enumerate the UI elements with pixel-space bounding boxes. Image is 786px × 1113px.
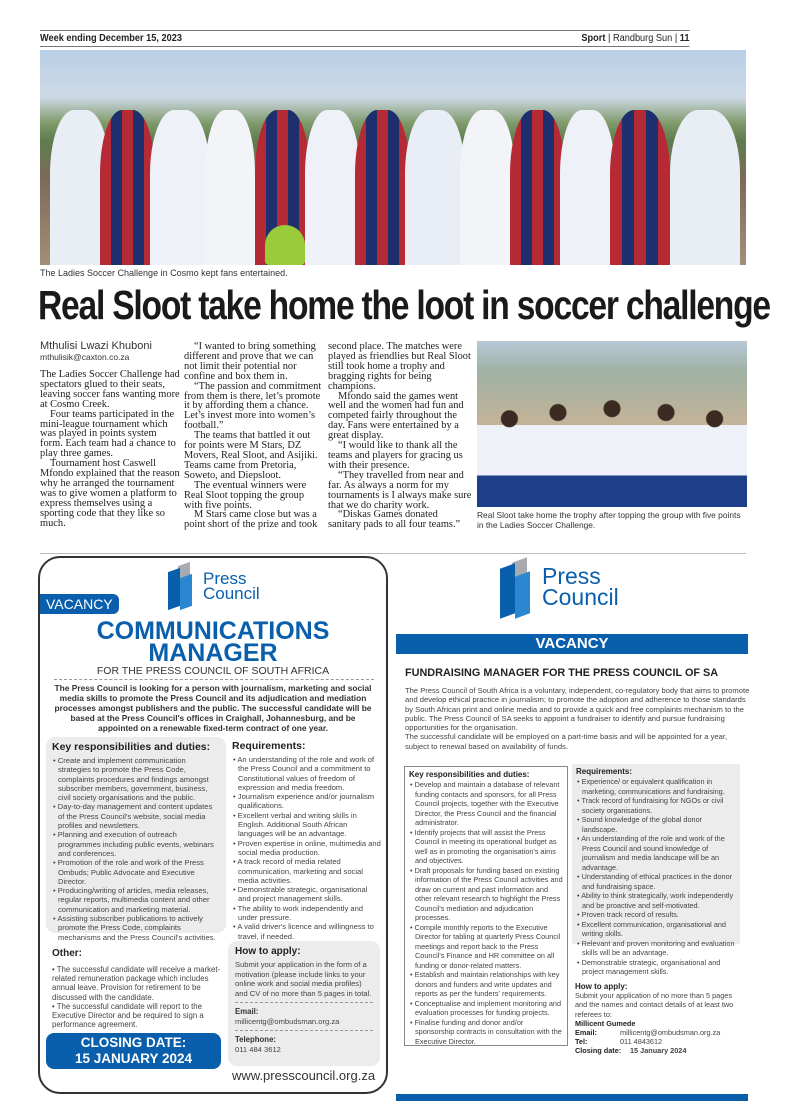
tel-number: 011 4843612 bbox=[620, 1037, 663, 1047]
closing-date-banner bbox=[46, 1033, 221, 1069]
list-item: • Develop and maintain a database of relevant funding contacts and sponsors, for all Press Council projects, together with the Executive Director, the Press Council and the financial administrator. bbox=[409, 780, 563, 828]
list-item: • Proven track record of results. bbox=[576, 910, 736, 920]
other-title: Other: bbox=[52, 948, 82, 959]
closing-date-value: 15 JANUARY 2024 bbox=[74, 1051, 193, 1066]
closing-date-label: CLOSING DATE: bbox=[80, 1035, 187, 1050]
paragraph: “The passion and commitment from them is there, let’s promote it by affording them a chance. Let’s invest more into women’s football.” bbox=[184, 380, 322, 432]
tel-label: Tel: bbox=[575, 1037, 588, 1047]
list-item: • Conceptualise and implement monitoring and evaluation processes for funding projects. bbox=[409, 999, 563, 1018]
how-to-apply-box bbox=[228, 941, 380, 1066]
list-item: • An understanding of the role and work of the Press Council and sound knowledge of journalism and media landscape will be an advantage. bbox=[576, 834, 736, 872]
list-item: • Demonstrable strategic, organisational and project management skills. bbox=[232, 885, 382, 904]
dotted-divider bbox=[54, 679, 374, 680]
vacancy-tag: VACANCY bbox=[40, 594, 119, 614]
paragraph: “Diskas Games donated sanitary pads to all four teams.” bbox=[328, 509, 461, 531]
main-photo bbox=[40, 50, 746, 265]
logo-text-press: Press bbox=[203, 569, 247, 588]
key-responsibilities-title: Key responsibilities and duties: bbox=[409, 770, 530, 779]
press-council-logo-icon bbox=[166, 562, 200, 610]
article-column-3 bbox=[328, 342, 473, 530]
side-photo-caption: Real Sloot take home the trophy after topping the group with five points in the Ladies Soccer Challenge. bbox=[477, 510, 741, 530]
list-item: • Draft proposals for funding based on existing information of the Press Council activities and draw on current and past information and other relevant research to highlight the Press Council's mediation and adjudication processes. bbox=[409, 866, 563, 923]
how-to-apply-title: How to apply: bbox=[575, 982, 628, 991]
how-to-apply-title: How to apply: bbox=[235, 946, 301, 957]
list-item: • Establish and maintain relationships with key donors and funders and write updates and reports as per the funders' requirements. bbox=[409, 970, 563, 999]
list-item: • A track record of media related communication, marketing and social media activities. bbox=[232, 857, 382, 885]
job-title-line-2: MANAGER bbox=[148, 639, 278, 667]
closing-date-label: Closing date: bbox=[575, 1046, 622, 1056]
paragraph: “They travelled from near and far. As always a norm for my tournaments is I always make sure that we do charity work. bbox=[328, 469, 472, 511]
list-item: • Create and implement communication strategies to promote the Press Code, complaints procedures and findings amongst subscriber members, government, business, civil society organisations and the public. bbox=[52, 756, 220, 802]
job-title bbox=[40, 617, 386, 667]
job-intro bbox=[405, 686, 750, 751]
vacancy-banner: VACANCY bbox=[396, 634, 748, 654]
how-to-apply-section bbox=[575, 982, 745, 1056]
telephone-number: 011 484 3612 bbox=[235, 1044, 281, 1054]
article-column-2 bbox=[184, 342, 324, 530]
intro-paragraph: The successful candidate will be employed on a part-time basis and will be appointed for a year, subject to renewal based on availability of funds. bbox=[405, 732, 728, 751]
page-header bbox=[40, 30, 690, 47]
dotted-divider bbox=[235, 1030, 373, 1031]
requirements-box bbox=[232, 740, 382, 941]
closing-date-value: 15 January 2024 bbox=[630, 1046, 687, 1056]
press-council-logo-icon bbox=[497, 556, 539, 618]
paragraph: Mfondo said the games went well and the women had fun and competed fairly throughout the day. Fans were entertained by a great display. bbox=[328, 390, 464, 442]
article-author: Mthulisi Lwazi Khuboni bbox=[40, 340, 152, 352]
paragraph: second place. The matches were played as friendlies but Real Sloot still took home a trophy and bragging rights for being champions. bbox=[328, 341, 471, 392]
section-name: Sport bbox=[581, 33, 606, 44]
list-item: • Promotion of the role and work of the Press Ombuds; Public Advocate and Executive Director. bbox=[52, 858, 220, 886]
divider bbox=[40, 553, 746, 554]
issue-date: Week ending December 15, 2023 bbox=[40, 33, 182, 44]
list-item: • Day-to-day management and content updates of the Press Council's website, social media profiles and newsletters. bbox=[52, 802, 220, 830]
list-item: • Planning and execution of outreach programmes including public events, webinars and conferences. bbox=[52, 830, 220, 858]
key-responsibilities-title: Key responsibilities and duties: bbox=[52, 741, 211, 753]
paragraph: The Ladies Soccer Challenge had spectators glued to their seats, leaving soccer fans wanting more at Cosmo Creek. bbox=[40, 369, 180, 410]
list-item: • The ability to work independently and under pressure. bbox=[232, 904, 382, 923]
logo-text-press: Press bbox=[542, 563, 601, 589]
list-item: • Assisting subscriber publications to actively promote the Press Code, complaints mechanisms and the Press Council's activities. bbox=[52, 914, 220, 942]
article-column-1 bbox=[40, 370, 180, 529]
list-item: • Track record of fundraising for NGOs or civil society organisations. bbox=[576, 796, 736, 815]
other-section bbox=[52, 948, 227, 1029]
list-item: • Ability to think strategically, work independently and be proactive and self-motivated. bbox=[576, 891, 736, 910]
press-council-logo bbox=[166, 562, 260, 610]
logo-text-council: Council bbox=[203, 584, 260, 603]
other-item: • The successful candidate will receive a market-related remuneration package which includes annual leave. Provision for retirement to be discussed with the candidate. bbox=[52, 965, 221, 1002]
email-label: Email: bbox=[575, 1028, 597, 1038]
website-link[interactable]: www.presscouncil.org.za bbox=[232, 1068, 376, 1083]
email-address[interactable]: millicentg@ombudsman.org.za bbox=[235, 1016, 340, 1026]
how-to-apply-text: Submit your application of no more than 5 pages and the names and contact details of at least two referees to: bbox=[575, 991, 734, 1019]
list-item: • Proven expertise in online, multimedia and social media production. bbox=[232, 839, 382, 858]
list-item: • Identify projects that will assist the Press Council in meeting its operational budget as well as in promoting the organisation's aims and objectives. bbox=[409, 828, 563, 866]
job-title: FUNDRAISING MANAGER FOR THE PRESS COUNCIL OF SA bbox=[405, 667, 719, 679]
list-item: • Demonstrable strategic, organisational and project management skills. bbox=[576, 958, 736, 977]
logo-text-council: Council bbox=[542, 584, 619, 610]
dotted-divider bbox=[235, 1002, 373, 1003]
list-item: • Finalise funding and donor and/or sponsorship contracts in consultation with the Executive Director. bbox=[409, 1018, 563, 1047]
list-item: • Journalism experience and/or journalism qualifications. bbox=[232, 792, 382, 811]
paragraph: “I would like to thank all the teams and players for gracing us with their presence. bbox=[328, 440, 463, 471]
publication-name: Randburg Sun bbox=[612, 33, 673, 44]
telephone-label: Telephone: bbox=[235, 1035, 277, 1044]
key-responsibilities-box bbox=[404, 766, 568, 1046]
email-address[interactable]: millicentg@ombudsman.org.za bbox=[620, 1028, 721, 1038]
requirements-title: Requirements: bbox=[232, 740, 306, 752]
author-email[interactable]: mthulisik@caxton.co.za bbox=[40, 352, 130, 362]
page-number: 11 bbox=[679, 33, 690, 44]
paragraph: The eventual winners were Real Sloot topping the group with five points. bbox=[184, 479, 307, 511]
requirements-title: Requirements: bbox=[576, 767, 633, 776]
paragraph: The teams that battled it out for points were M Stars, DZ Movers, Real Sloot, and Asijiki. Teams came from Pretoria, Soweto, and Diepsloot. bbox=[184, 430, 318, 481]
job-intro: The Press Council is looking for a person with journalism, marketing and social media skills to promote the Press Council and its adjudication and mediation processes amongst publishers and the public. The successful candidate will be based at the Press Council's offices in Craighall, Johannesburg, and be appointed on a renewable fixed-term contract of one year. bbox=[54, 683, 372, 733]
section-info: Sport | Randburg Sun | 11 bbox=[581, 33, 690, 44]
press-council-logo bbox=[497, 556, 619, 618]
list-item: • A valid driver's licence and willingness to travel, if needed. bbox=[232, 922, 382, 941]
list-item: • Excellent communication, organisational and writing skills. bbox=[576, 920, 736, 939]
intro-paragraph: The Press Council of South Africa is a voluntary, independent, co-regulatory body that aims to promote and develop ethical practice in journalism; to promote the adoption and adherence to those standards by South African print and online media and to provide a quick and free complaints mechanism to the public. The Press Council of SA seeks to appoint a fundraiser to identify and pursue fundraising opportunities for the organisation. bbox=[405, 686, 750, 733]
paragraph: Tournament host Caswell Mfondo explained that the reason why he arranged the tournament was to give women a platform to express themselves using a sporting code that they like so much. bbox=[40, 458, 180, 529]
ad-bottom-bar bbox=[396, 1094, 748, 1101]
other-item: • The successful candidate will report to the Executive Director and be required to sign a performance agreement. bbox=[52, 1001, 204, 1030]
list-item: • An understanding of the role and work of the Press Council and a commitment to Constitutional values of freedom of expression and media freedom. bbox=[232, 755, 382, 792]
side-photo bbox=[477, 341, 747, 507]
job-subtitle: FOR THE PRESS COUNCIL OF SOUTH AFRICA bbox=[96, 665, 330, 677]
main-photo-caption: The Ladies Soccer Challenge in Cosmo kept fans entertained. bbox=[40, 268, 288, 278]
key-responsibilities-box bbox=[46, 737, 226, 942]
email-label: Email: bbox=[235, 1007, 259, 1016]
list-item: • Compile monthly reports to the Executive Director for tabling at quarterly Press Council meetings and report back to the Press Council's Finance and HR committee on all funding or donor-related matters. bbox=[409, 923, 563, 971]
paragraph: M Stars came close but was a point short of the prize and took bbox=[184, 509, 318, 531]
how-to-apply-text: Submit your application in the form of a motivation (please include links to your online work and social media profiles) and CV of no more than 5 pages in total. bbox=[235, 960, 372, 998]
list-item: • Understanding of ethical practices in the donor and fundraising space. bbox=[576, 872, 736, 891]
article-headline: Real Sloot take home the loot in soccer challenge bbox=[38, 282, 770, 328]
list-item: • Experience/ or equivalent qualification in marketing, communications and fundraising. bbox=[576, 777, 736, 796]
paragraph: “I wanted to bring something different and prove that we can not limit their potential nor confine and box them in. bbox=[184, 341, 316, 382]
list-item: • Relevant and proven monitoring and evaluation skills will be an advantage. bbox=[576, 939, 736, 958]
list-item: • Excellent verbal and writing skills in English. Additional South African languages will be an advantage. bbox=[232, 811, 382, 839]
list-item: • Producing/writing of articles, media releases, regular reports, multimedia content and other communication and marketing material. bbox=[52, 886, 220, 914]
paragraph: Four teams participated in the mini-league tournament which was played in points system form. Each team had a chance to play three games. bbox=[40, 408, 176, 460]
requirements-box bbox=[572, 764, 740, 976]
job-title-line-1: COMMUNICATIONS bbox=[96, 617, 330, 645]
list-item: • Sound knowledge of the global donor landscape. bbox=[576, 815, 736, 834]
contact-name: Millicent Gumede bbox=[575, 1018, 636, 1028]
